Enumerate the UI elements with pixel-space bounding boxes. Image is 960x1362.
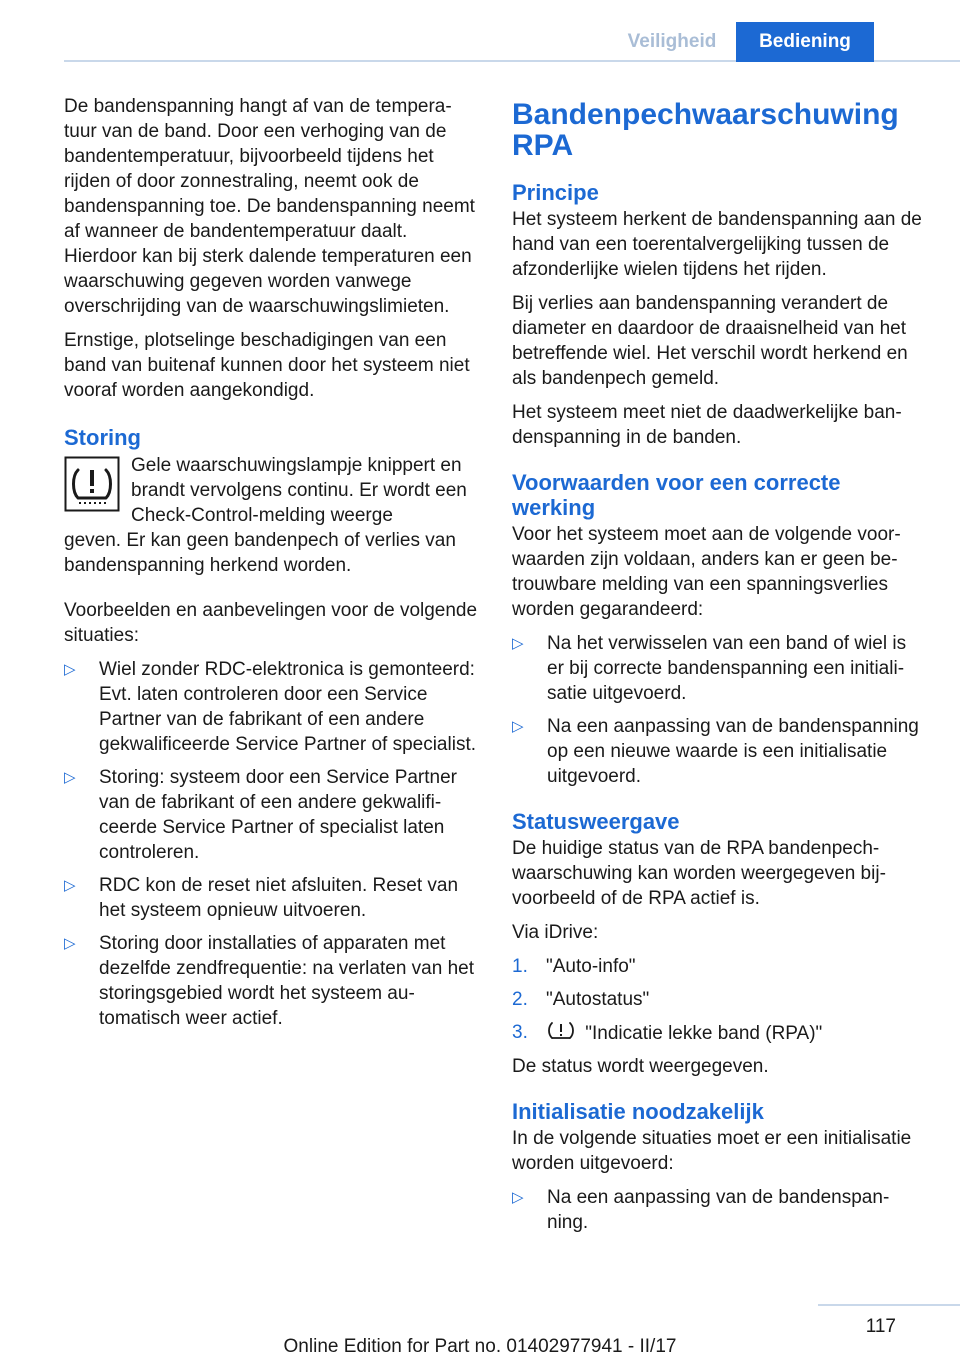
tire-pressure-warning-icon [64,456,120,512]
list-item [64,765,478,865]
list-item-text: Storing door installaties of apparaten met dezelfde zendfrequentie: na verlaten van het storingsgebied wordt het systeem automatisch weer actief. [99,933,474,1029]
step-number: 3. [512,1022,528,1043]
step-item [512,954,924,979]
list-item-text: RDC kon de reset niet afsluiten. Reset van het systeem opnieuw uitvoeren. [99,875,459,921]
page-number: 117 [865,1316,896,1337]
examples-intro: Voorbeelden en aanbevelingen voor de volgende situaties: [64,600,478,646]
status-paragraph: De huidige status van de RPA bandenpechwaarschuwing kan worden weergegeven bijvoorbeeld of de RPA actief is. [512,838,886,909]
principe-paragraph-3: Het systeem meet niet de daadwerkelijke bandenspanning in de banden. [512,402,902,448]
paragraph-temperature: De bandenspanning hangt af van de temperatuur van de band. Door een verhoging van de bandentemperatuur, bijvoorbeeld tijdens het rijden of door zonnestraling, neemt ook de bandenspanning toe. De bandenspanning neemt af wanneer de bandentemperatuur daalt. Hierdoor kan bij sterk dalende temperaturen een waarschuwing gegeven worden vanwege overschrijding van de waarschuwingslimieten. [64,96,475,317]
principe-paragraph-2: Bij verlies aan bandenspanning verandert de diameter en daardoor de draaisnelheid van het betreffende wiel. Het verschil wordt herkend en als bandenpech gemeld. [512,293,908,389]
step-item [512,1020,924,1046]
list-item [512,1185,924,1235]
edition-footer: Online Edition for Part no. 01402977941 - II/17 [283,1336,677,1357]
step-number: 1. [512,956,528,977]
step-item [512,987,924,1012]
heading-voorwaarden: Voorwaarden voor een correcte werking [512,470,841,520]
triangle-right-icon: ▷ [64,877,76,894]
principe-paragraph-1: Het systeem herkent de bandenspanning aan de hand van een toerentalvergelijking tussen de afzonderlijke wielen tijdens het rijden. [512,209,922,280]
status-result: De status wordt weergegeven. [512,1056,769,1077]
step-text: "Auto-info" [546,956,636,977]
triangle-right-icon: ▷ [512,1189,524,1206]
step-text: "Indicatie lekke band (RPA)" [580,1023,823,1044]
tab-bediening[interactable]: Bediening [736,22,874,62]
triangle-right-icon: ▷ [512,718,524,735]
tab-veiligheid[interactable]: Veiligheid [627,31,717,52]
list-item-text: Na het verwisselen van een band of wiel is er bij correcte bandenspanning een initialisatie uitgevoerd. [547,633,907,704]
storing-list [64,657,478,1031]
list-item [512,714,924,789]
triangle-right-icon: ▷ [64,769,76,786]
init-paragraph: In de volgende situaties moet er een initialisatie worden uitgevoerd: [512,1128,912,1174]
triangle-right-icon: ▷ [64,935,76,952]
list-item [64,873,478,923]
init-list [512,1185,924,1235]
storing-continued-text: geven. Er kan geen bandenpech of verlies van bandenspanning herkend worden. [64,530,456,576]
step-text: "Autostatus" [546,989,650,1010]
heading-statusweergave: Statusweergave [512,809,680,834]
list-item-text: Wiel zonder RDC-elektronica is gemonteerd: Evt. laten controleren door een Service Partner van de fabrikant of een andere gekwalificeerde Service Partner of specialist. [99,659,477,755]
storing-warning-block [64,453,478,528]
page-title: Bandenpechwaarschuwing RPA [512,98,899,162]
idrive-steps [512,954,924,1046]
triangle-right-icon: ▷ [512,635,524,652]
step-number: 2. [512,989,528,1010]
storing-warning-text: Gele waarschuwingslampje knippert en brandt vervolgens continu. Er wordt een Check-Control-melding weerge [131,455,467,526]
list-item-text: Na een aanpassing van de bandenspanning. [547,1187,890,1233]
heading-initialisatie: Initialisatie noodzakelijk [512,1099,764,1124]
voorwaarden-list [512,631,924,789]
right-column [512,94,924,1244]
voorwaarden-paragraph: Voor het systeem moet aan de volgende voorwaarden zijn voldaan, anders kan er geen betrouwbare melding van een spanningsverlies worden gegarandeerd: [512,524,901,620]
triangle-right-icon: ▷ [64,661,76,678]
heading-principe: Principe [512,180,599,205]
footer-rule [818,1304,960,1306]
tire-pressure-indicator-icon [546,1020,576,1042]
list-item [512,631,924,706]
list-item [64,657,478,757]
left-column [64,94,478,1040]
paragraph-damage: Ernstige, plotselinge beschadigingen van een band van buitenaf kunnen door het systeem niet vooraf worden aangekondigd. [64,330,470,401]
list-item-text: Na een aanpassing van de bandenspanning op een nieuwe waarde is een initialisatie uitgevoerd. [547,716,919,787]
via-idrive-label: Via iDrive: [512,922,599,943]
list-item-text: Storing: systeem door een Service Partner van de fabrikant of een andere gekwalificeerde Service Partner of specialist laten controleren. [99,767,458,863]
list-item [64,931,478,1031]
heading-storing: Storing [64,425,141,450]
